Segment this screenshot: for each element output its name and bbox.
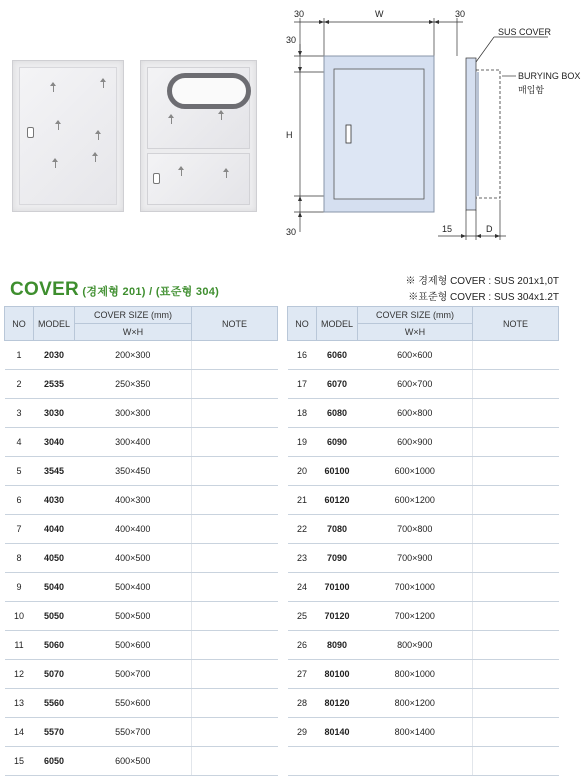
- dim-label-left-bottom: 30: [286, 227, 297, 237]
- cell-no: 2: [5, 370, 34, 399]
- cell-note: [473, 486, 559, 515]
- cell-no: [288, 747, 317, 776]
- direction-arrow-icon: [181, 167, 188, 176]
- table-row: [288, 457, 559, 486]
- cell-size: 600×1200: [358, 486, 473, 515]
- cell-no: 28: [288, 689, 317, 718]
- cell-size: 500×400: [75, 573, 192, 602]
- cell-size: 700×800: [358, 515, 473, 544]
- cell-model: 2030: [34, 341, 75, 370]
- header-cover-size: COVER SIZE (mm): [358, 307, 473, 324]
- table-row: [5, 747, 278, 776]
- cell-no: 19: [288, 428, 317, 457]
- dim-label-top-right: 30: [455, 9, 466, 19]
- dim-label-d: D: [486, 224, 493, 234]
- cell-no: 14: [5, 718, 34, 747]
- cell-no: 10: [5, 602, 34, 631]
- cell-model: 6090: [317, 428, 358, 457]
- header-model: MODEL: [34, 307, 75, 341]
- cell-note: [473, 602, 559, 631]
- table-row: [288, 689, 559, 718]
- cell-note: [192, 631, 278, 660]
- dim-label-top-left: 30: [294, 9, 305, 19]
- table-row: [288, 718, 559, 747]
- table-row: [288, 370, 559, 399]
- cell-model: 5560: [34, 689, 75, 718]
- table-row: [5, 486, 278, 515]
- header-wxh: W×H: [358, 324, 473, 341]
- cell-note: [192, 573, 278, 602]
- dim-label-w: W: [375, 9, 384, 19]
- cell-size: 700×1000: [358, 573, 473, 602]
- table-row: [288, 573, 559, 602]
- table-row: [288, 660, 559, 689]
- header-cover-size: COVER SIZE (mm): [75, 307, 192, 324]
- table-row: [5, 370, 278, 399]
- cell-model: 5070: [34, 660, 75, 689]
- cell-note: [192, 602, 278, 631]
- cell-model: 6050: [34, 747, 75, 776]
- header-no: NO: [288, 307, 317, 341]
- cell-no: 24: [288, 573, 317, 602]
- cell-no: 27: [288, 660, 317, 689]
- cell-no: 8: [5, 544, 34, 573]
- cell-no: 29: [288, 718, 317, 747]
- spec-note-standard: ※표준형 COVER : SUS 304x1.2T: [408, 292, 559, 303]
- table-row: [5, 631, 278, 660]
- cell-note: [473, 573, 559, 602]
- cell-model: 5060: [34, 631, 75, 660]
- cell-no: 18: [288, 399, 317, 428]
- cell-note: [192, 689, 278, 718]
- cell-note: [473, 370, 559, 399]
- cell-no: 17: [288, 370, 317, 399]
- cell-model: 80100: [317, 660, 358, 689]
- cell-size: 600×600: [358, 341, 473, 370]
- direction-arrow-icon: [221, 111, 228, 120]
- header-model: MODEL: [317, 307, 358, 341]
- table-row: [288, 631, 559, 660]
- cell-note: [192, 341, 278, 370]
- header-no: NO: [5, 307, 34, 341]
- dim-label-15: 15: [442, 224, 453, 234]
- cell-model: 6060: [317, 341, 358, 370]
- cell-note: [192, 457, 278, 486]
- cell-no: 6: [5, 486, 34, 515]
- cell-size: 800×1200: [358, 689, 473, 718]
- cell-note: [192, 399, 278, 428]
- cell-no: 5: [5, 457, 34, 486]
- cell-note: [473, 457, 559, 486]
- cell-note: [192, 544, 278, 573]
- meter-window: [167, 73, 251, 109]
- cell-size: 600×800: [358, 399, 473, 428]
- table-row: [5, 689, 278, 718]
- cell-size: 700×900: [358, 544, 473, 573]
- cell-note: [473, 689, 559, 718]
- dimension-diagram: [280, 0, 587, 250]
- cell-model: 5050: [34, 602, 75, 631]
- cell-model: 60120: [317, 486, 358, 515]
- cell-size: 550×700: [75, 718, 192, 747]
- direction-arrow-icon: [55, 159, 62, 168]
- cell-model: 7080: [317, 515, 358, 544]
- cover-size-table-left: [4, 306, 278, 776]
- label-burying-box: BURYING BOX: [518, 71, 581, 81]
- cell-no: 22: [288, 515, 317, 544]
- cell-note: [473, 631, 559, 660]
- table-row: [288, 747, 559, 776]
- table-row: [5, 718, 278, 747]
- cell-no: 11: [5, 631, 34, 660]
- cell-model: [317, 747, 358, 776]
- cell-model: 5570: [34, 718, 75, 747]
- cell-model: 7090: [317, 544, 358, 573]
- direction-arrow-icon: [171, 115, 178, 124]
- cell-size: 500×600: [75, 631, 192, 660]
- cell-model: 4040: [34, 515, 75, 544]
- cell-note: [473, 660, 559, 689]
- cell-note: [473, 428, 559, 457]
- cell-size: 300×400: [75, 428, 192, 457]
- label-burying-box-kr: 매입함: [518, 85, 545, 95]
- header-note: NOTE: [473, 307, 559, 341]
- cell-no: 20: [288, 457, 317, 486]
- cell-size: 800×1000: [358, 660, 473, 689]
- table-row: [5, 515, 278, 544]
- section-title: [10, 279, 219, 301]
- cell-no: 15: [5, 747, 34, 776]
- cell-no: 21: [288, 486, 317, 515]
- cell-size: 600×700: [358, 370, 473, 399]
- cell-size: 400×300: [75, 486, 192, 515]
- table-row: [288, 602, 559, 631]
- table-row: [5, 660, 278, 689]
- cell-note: [473, 341, 559, 370]
- direction-arrow-icon: [98, 131, 105, 140]
- cell-note: [192, 515, 278, 544]
- cell-no: 12: [5, 660, 34, 689]
- table-row: [5, 602, 278, 631]
- cell-size: 200×300: [75, 341, 192, 370]
- cell-size: 800×900: [358, 631, 473, 660]
- cell-size: 500×700: [75, 660, 192, 689]
- cell-model: 3040: [34, 428, 75, 457]
- label-sus-cover: SUS COVER: [498, 27, 552, 37]
- cell-note: [473, 544, 559, 573]
- title-main: COVER: [10, 279, 80, 300]
- table-row: [288, 486, 559, 515]
- cell-model: 3545: [34, 457, 75, 486]
- table-row: [288, 544, 559, 573]
- cell-model: 70120: [317, 602, 358, 631]
- cell-size: 600×1000: [358, 457, 473, 486]
- cell-no: 23: [288, 544, 317, 573]
- cell-note: [192, 428, 278, 457]
- header-note: NOTE: [192, 307, 278, 341]
- cell-model: 8090: [317, 631, 358, 660]
- cell-note: [473, 747, 559, 776]
- cell-no: 4: [5, 428, 34, 457]
- cell-model: 3030: [34, 399, 75, 428]
- cell-size: 600×500: [75, 747, 192, 776]
- cell-model: 2535: [34, 370, 75, 399]
- cell-size: [358, 747, 473, 776]
- cell-size: 700×1200: [358, 602, 473, 631]
- cell-model: 5040: [34, 573, 75, 602]
- title-sub: (경제형 201) / (표준형 304): [79, 286, 220, 298]
- cell-note: [192, 660, 278, 689]
- dim-label-h: H: [286, 130, 293, 140]
- header-wxh: W×H: [75, 324, 192, 341]
- cell-size: 350×450: [75, 457, 192, 486]
- direction-arrow-icon: [53, 83, 60, 92]
- cell-size: 300×300: [75, 399, 192, 428]
- cell-note: [192, 486, 278, 515]
- cell-no: 1: [5, 341, 34, 370]
- latch-handle: [153, 173, 160, 184]
- cell-no: 16: [288, 341, 317, 370]
- spec-note-economy: ※ 경제형 COVER : SUS 201x1,0T: [405, 276, 559, 287]
- cell-note: [473, 399, 559, 428]
- table-row: [5, 457, 278, 486]
- cover-photo-single-door: [12, 60, 124, 212]
- direction-arrow-icon: [103, 79, 110, 88]
- cell-no: 13: [5, 689, 34, 718]
- cell-note: [473, 515, 559, 544]
- table-row: [288, 428, 559, 457]
- direction-arrow-icon: [95, 153, 102, 162]
- cell-model: 4050: [34, 544, 75, 573]
- cell-model: 70100: [317, 573, 358, 602]
- cell-no: 3: [5, 399, 34, 428]
- cell-model: 80120: [317, 689, 358, 718]
- direction-arrow-icon: [58, 121, 65, 130]
- cell-note: [192, 718, 278, 747]
- cover-size-table-right: [287, 306, 559, 776]
- dim-label-left-top: 30: [286, 35, 297, 45]
- latch-handle: [27, 127, 34, 138]
- cover-photo-meter-window: [140, 60, 257, 212]
- cell-no: 9: [5, 573, 34, 602]
- cell-model: 6070: [317, 370, 358, 399]
- lower-panel: [147, 153, 250, 205]
- table-row: [5, 399, 278, 428]
- cell-model: 80140: [317, 718, 358, 747]
- table-row: [288, 399, 559, 428]
- table-row: [288, 515, 559, 544]
- direction-arrow-icon: [226, 169, 233, 178]
- cell-size: 400×500: [75, 544, 192, 573]
- cell-note: [473, 718, 559, 747]
- cell-size: 500×500: [75, 602, 192, 631]
- cell-model: 60100: [317, 457, 358, 486]
- cell-size: 550×600: [75, 689, 192, 718]
- cell-model: 6080: [317, 399, 358, 428]
- table-row: [288, 341, 559, 370]
- table-row: [5, 341, 278, 370]
- cell-size: 800×1400: [358, 718, 473, 747]
- cell-size: 400×400: [75, 515, 192, 544]
- cell-size: 250×350: [75, 370, 192, 399]
- cell-note: [192, 370, 278, 399]
- cell-note: [192, 747, 278, 776]
- table-row: [5, 428, 278, 457]
- cell-size: 600×900: [358, 428, 473, 457]
- table-row: [5, 544, 278, 573]
- cell-model: 4030: [34, 486, 75, 515]
- cell-no: 26: [288, 631, 317, 660]
- cell-no: 25: [288, 602, 317, 631]
- table-row: [5, 573, 278, 602]
- cell-no: 7: [5, 515, 34, 544]
